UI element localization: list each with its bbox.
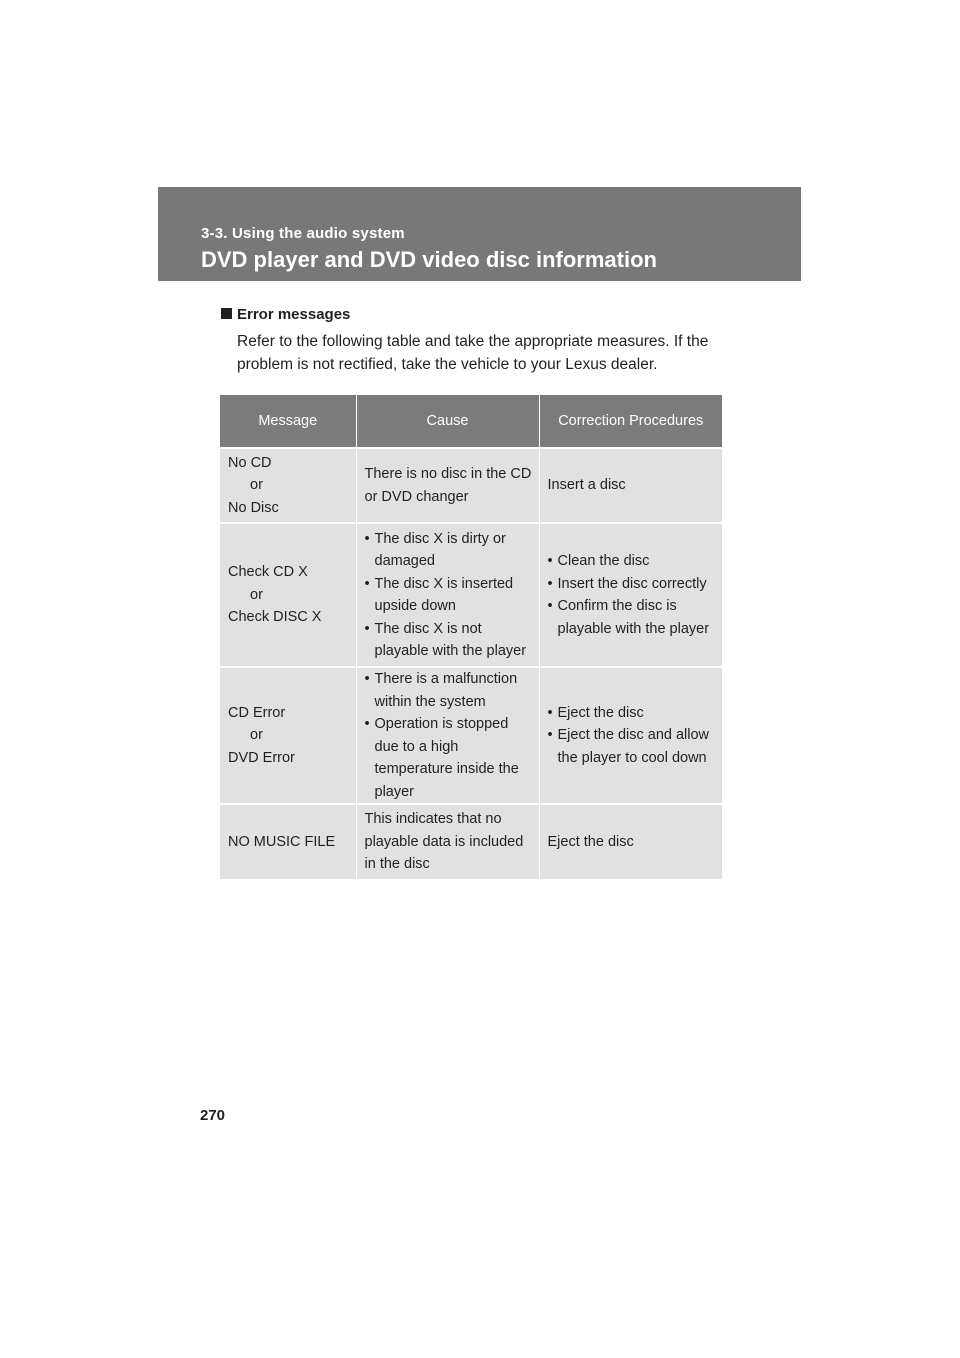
correction-cell: Eject the disc [539,804,722,879]
correction-cell [539,523,722,667]
page-title: DVD player and DVD video disc information [201,247,657,272]
list-item: • Eject the disc and allow the player to cool down [548,724,717,769]
list-item: • The disc X is inserted upside down [365,573,533,618]
list-item: • Operation is stopped due to a high temperature inside the player [365,713,533,803]
message-line: No Disc [228,499,279,516]
cause-cell: This indicates that no playable data is included in the disc [356,804,539,879]
table-row [220,523,722,667]
correction-cell: Insert a disc [539,448,722,523]
table-header-row [220,395,722,448]
message-line: Check CD X [228,564,308,581]
message-line: Check DISC X [228,609,322,626]
intro-paragraph: Refer to the following table and take the appropriate measures. If the problem is not rectified, take the vehicle to your Lexus dealer. [237,333,709,373]
message-line: No CD [228,454,272,471]
column-header-message: Message [220,395,356,448]
correction-list [548,550,717,640]
message-cell [220,448,356,523]
table-row [220,804,722,879]
list-item: • There is a malfunction within the system [365,668,533,713]
subsection-title-text: Error messages [237,306,351,323]
correction-list [548,702,717,770]
section-label: 3-3. Using the audio system [201,225,405,242]
message-or: or [250,727,263,744]
message-line: CD Error [228,704,286,721]
list-item: • Clean the disc [548,550,717,573]
cause-cell [356,667,539,804]
message-line: DVD Error [228,749,295,766]
table-row [220,448,722,523]
column-header-cause: Cause [356,395,539,448]
section-header-band [158,187,801,281]
message-line: NO MUSIC FILE [228,833,336,850]
list-item: • The disc X is not playable with the player [365,618,533,663]
message-or: or [250,586,263,603]
message-cell [220,804,356,879]
cause-list [365,668,533,803]
list-item: • Eject the disc [548,702,717,725]
table-row [220,667,722,804]
column-header-correction: Correction Procedures [539,395,722,448]
error-messages-table [220,395,722,879]
square-bullet-icon [221,308,232,319]
list-item: • Insert the disc correctly [548,573,717,596]
message-cell [220,523,356,667]
list-item: • The disc X is dirty or damaged [365,528,533,573]
correction-cell [539,667,722,804]
cause-list [365,528,533,663]
cause-cell: There is no disc in the CD or DVD changer [356,448,539,523]
message-cell [220,667,356,804]
message-or: or [250,477,263,494]
cause-cell [356,523,539,667]
page-number: 270 [200,1107,226,1124]
subsection-title [221,306,350,323]
list-item: • Confirm the disc is playable with the player [548,595,717,640]
